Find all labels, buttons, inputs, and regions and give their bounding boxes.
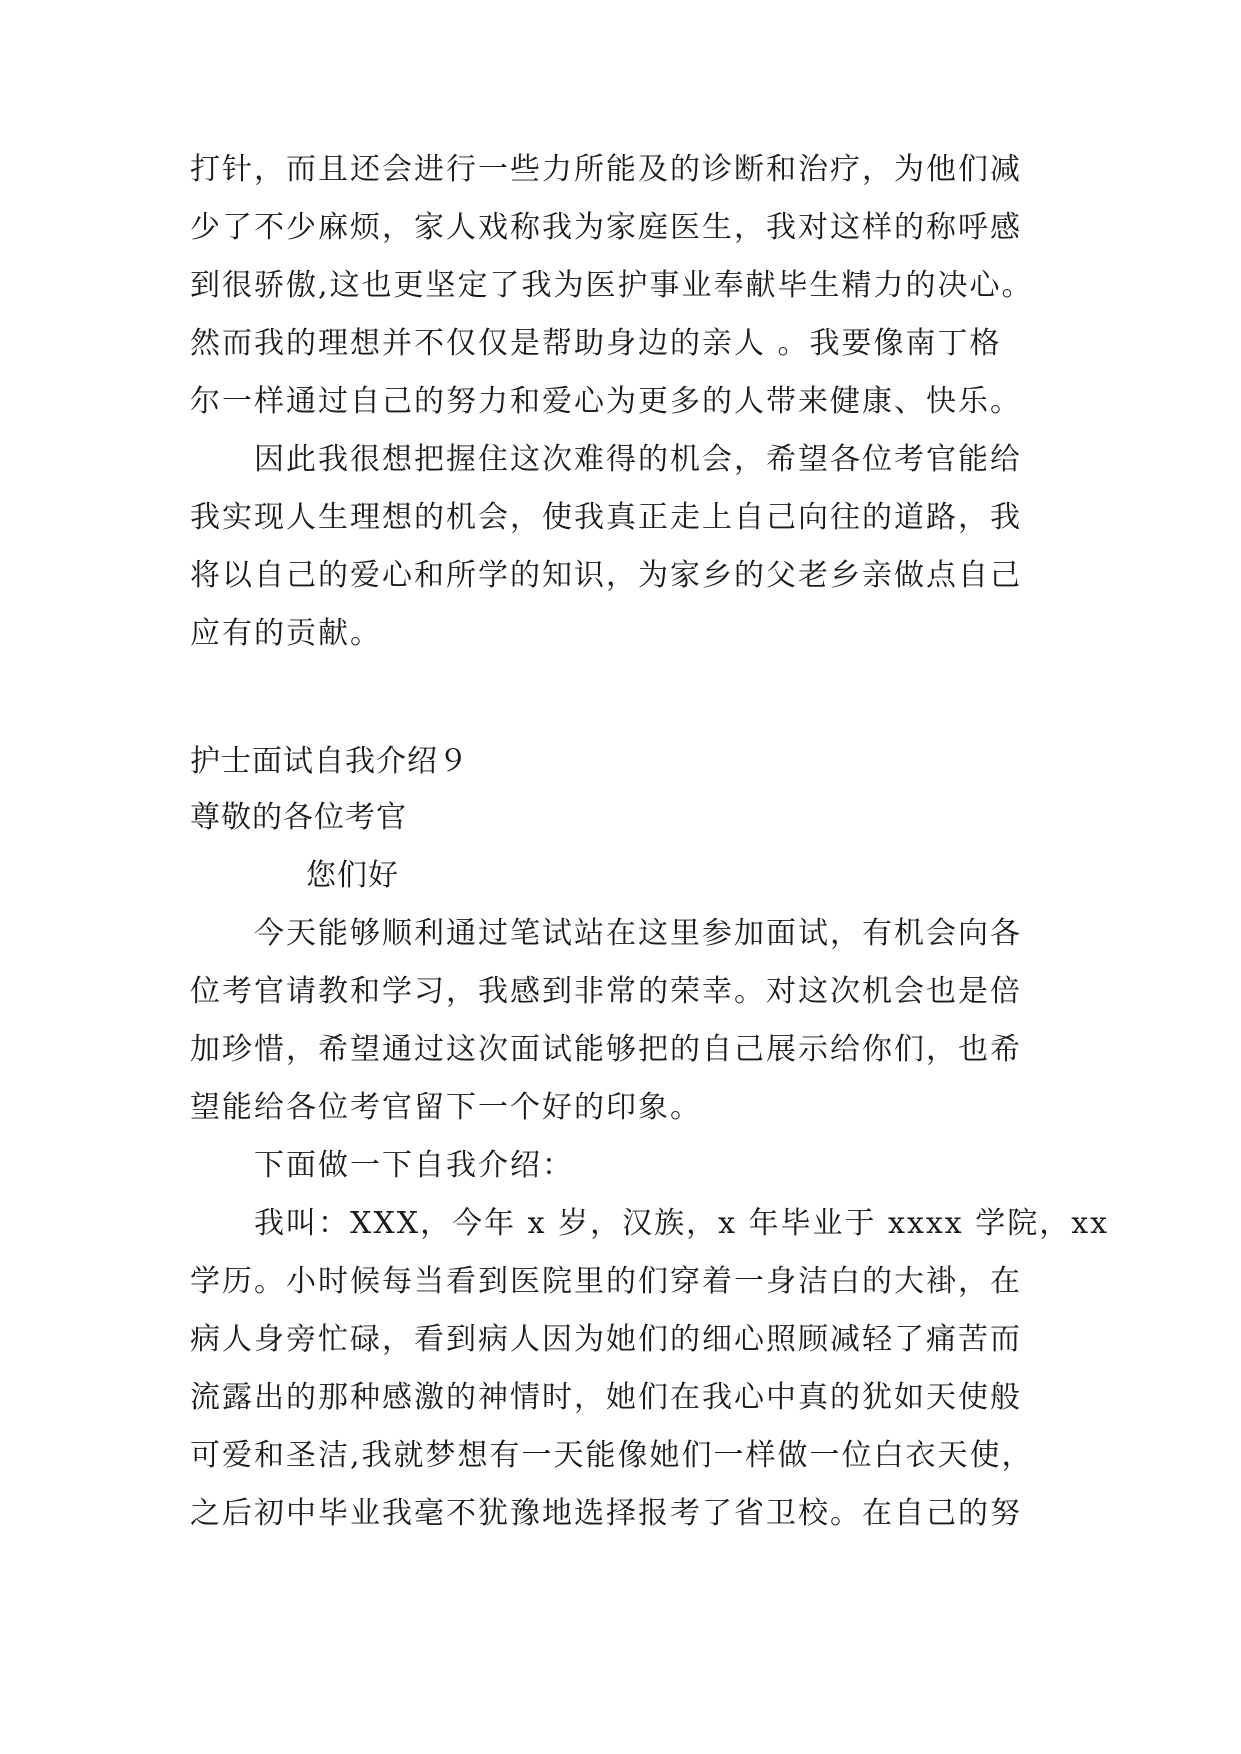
paragraph-line: 应有的贡献。 [190,616,382,651]
paragraph-line: 流露出的那种感激的神情时，她们在我心中真的犹如天使般 [190,1380,1022,1415]
paragraph-line: 然而我的理想并不仅仅是帮助身边的亲人 。我要像南丁格 [190,326,1002,361]
paragraph-line: 病人身旁忙碌，看到病人因为她们的细心照顾减轻了痛苦而 [190,1322,1022,1357]
paragraph-line: 我叫：XXX，今年 x 岁，汉族，x 年毕业于 xxxx 学院，xx [254,1206,1110,1241]
paragraph-line: 位考官请教和学习，我感到非常的荣幸。对这次机会也是倍 [190,974,1022,1009]
paragraph-line: 加珍惜，希望通过这次面试能够把的自己展示给你们，也希 [190,1032,1022,1067]
intro-line: 下面做一下自我介绍： [254,1148,574,1183]
paragraph-line: 学历。小时候每当看到医院里的们穿着一身洁白的大褂，在 [190,1264,1022,1299]
paragraph-line: 之后初中毕业我毫不犹豫地选择报考了省卫校。在自己的努 [190,1496,1022,1531]
section-title: 护士面试自我介绍９ [190,744,469,779]
paragraph-line: 到很骄傲,这也更坚定了我为医护事业奉献毕生精力的决心。 [190,268,1034,303]
paragraph-line: 望能给各位考官留下一个好的印象。 [190,1090,702,1125]
paragraph-line: 少了不少麻烦，家人戏称我为家庭医生，我对这样的称呼感 [190,210,1022,245]
salutation: 尊敬的各位考官 [190,800,407,835]
greeting: 您们好 [306,858,399,893]
paragraph-line: 因此我很想把握住这次难得的机会，希望各位考官能给 [254,442,1022,477]
paragraph-line: 可爱和圣洁,我就梦想有一天能像她们一样做一位白衣天使， [190,1438,1034,1473]
paragraph-line: 今天能够顺利通过笔试站在这里参加面试，有机会向各 [254,916,1022,951]
paragraph-line: 打针，而且还会进行一些力所能及的诊断和治疗，为他们减 [190,152,1022,187]
paragraph-line: 尔一样通过自己的努力和爱心为更多的人带来健康、快乐。 [190,384,1022,419]
paragraph-line: 我实现人生理想的机会，使我真正走上自己向往的道路，我 [190,500,1022,535]
paragraph-line: 将以自己的爱心和所学的知识，为家乡的父老乡亲做点自己 [190,558,1022,593]
